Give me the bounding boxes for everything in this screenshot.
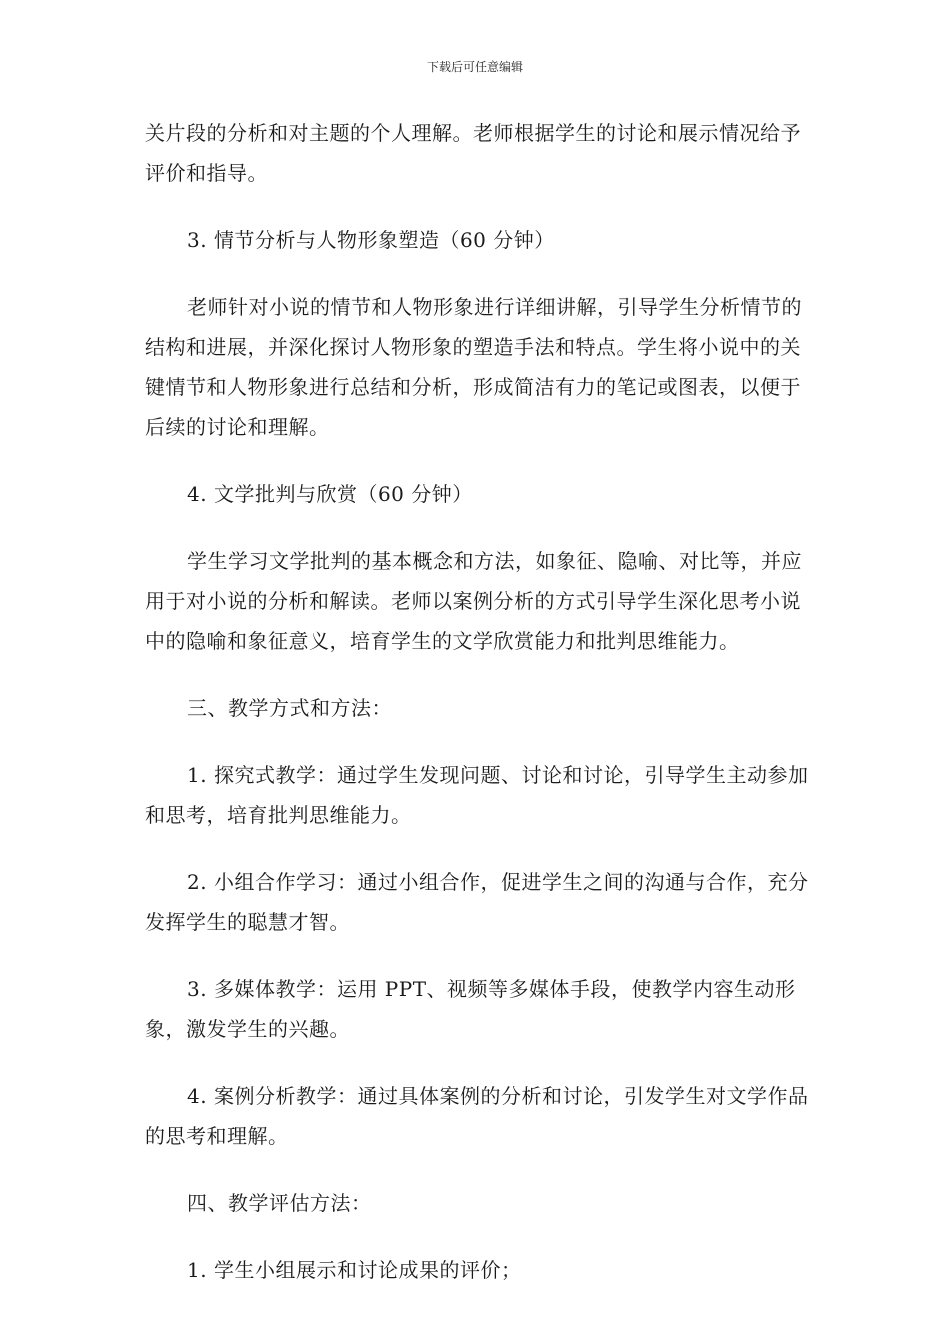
paragraph-literary-criticism: 学生学习文学批判的基本概念和方法，如象征、隐喻、对比等，并应用于对小说的分析和解读。老师以案例分析的方式引导学生深化思考小说中的隐喻和象征意义，培育学生的文学欣赏能力和批判思维能力。 [145,549,802,653]
list-item-group-presentation: 1. 学生小组展示和讨论成果的评价； [187,1258,522,1282]
list-item-case-analysis: 4. 案例分析教学：通过具体案例的分析和讨论，引发学生对文学作品的思考和理解。 [145,1084,809,1148]
list-item-multimedia-teaching: 3. 多媒体教学：运用 PPT、视频等多媒体手段，使教学内容生动形象，激发学生的兴趣。 [145,977,796,1041]
page-header-note: 下载后可任意编辑 [426,60,523,74]
list-item-group-learning: 2. 小组合作学习：通过小组合作，促进学生之间的沟通与合作，充分发挥学生的聪慧才智。 [145,870,809,934]
section-heading-teaching-methods: 三、教学方式和方法： [187,696,392,720]
section-heading-assessment: 四、教学评估方法： [187,1191,372,1215]
section-heading-plot-analysis: 3. 情节分析与人物形象塑造（60 分钟） [187,228,555,252]
paragraph-continued: 关片段的分析和对主题的个人理解。老师根据学生的讨论和展示情况给予评价和指导。 [145,121,801,185]
document-body [145,113,810,1317]
list-item-inquiry-teaching: 1. 探究式教学：通过学生发现问题、讨论和讨论，引导学生主动参加和思考，培育批判思维能力。 [145,763,809,827]
paragraph-plot-analysis: 老师针对小说的情节和人物形象进行详细讲解，引导学生分析情节的结构和进展，并深化探讨人物形象的塑造手法和特点。学生将小说中的关键情节和人物形象进行总结和分析，形成简洁有力的笔记或图表，以便于后续的讨论和理解。 [145,295,802,439]
section-heading-literary-criticism: 4. 文学批判与欣赏（60 分钟） [187,482,473,506]
